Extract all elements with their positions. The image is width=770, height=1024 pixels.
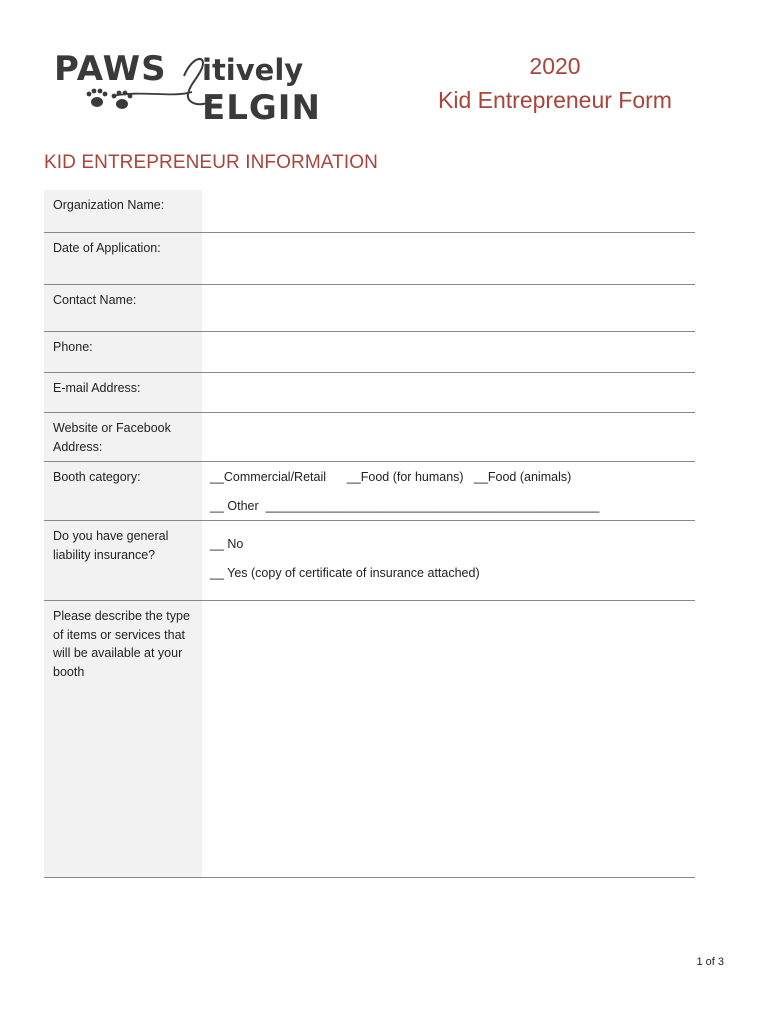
form-title: Kid Entrepreneur Form	[438, 87, 672, 113]
email-row	[44, 373, 695, 413]
entrepreneur-info-table	[44, 190, 695, 878]
booth-options-line2: __ Other ________________________________________________	[210, 499, 600, 513]
insurance-yes-option: __ Yes (copy of certificate of insurance attached)	[210, 566, 480, 580]
organization-row	[44, 190, 695, 233]
insurance-row	[44, 521, 695, 601]
phone-row	[44, 332, 695, 373]
contact-label: Contact Name:	[44, 285, 202, 331]
logo-text-itively: itively	[202, 53, 304, 87]
email-label: E-mail Address:	[44, 373, 202, 412]
contact-row	[44, 285, 695, 332]
date-row	[44, 233, 695, 285]
logo-text-paws: PAWS	[54, 49, 167, 89]
booth-options-line1: __Commercial/Retail __Food (for humans) __Food (animals)	[210, 470, 572, 484]
date-field[interactable]	[202, 233, 695, 284]
website-row	[44, 413, 695, 462]
logo-graphic	[52, 46, 332, 126]
describe-row	[44, 601, 695, 878]
organization-field[interactable]	[202, 190, 695, 232]
form-title-block	[410, 50, 700, 118]
insurance-label: Do you have general liability insurance?	[44, 521, 202, 600]
email-field[interactable]	[202, 373, 695, 412]
page-number: 1 of 3	[696, 956, 724, 968]
paws-itively-elgin-logo	[52, 46, 332, 126]
insurance-field[interactable]	[202, 521, 695, 600]
website-label: Website or Facebook Address:	[44, 413, 202, 461]
booth-category-label: Booth category:	[44, 462, 202, 520]
organization-label: Organization Name:	[44, 190, 202, 232]
form-year: 2020	[529, 53, 581, 79]
booth-category-field[interactable]	[202, 462, 695, 520]
phone-label: Phone:	[44, 332, 202, 372]
paw-print-icon	[87, 89, 108, 107]
contact-field[interactable]	[202, 285, 695, 331]
phone-field[interactable]	[202, 332, 695, 372]
date-label: Date of Application:	[44, 233, 202, 284]
describe-field[interactable]	[202, 601, 695, 877]
booth-category-row	[44, 462, 695, 521]
insurance-no-option: __ No	[210, 537, 244, 551]
section-heading: KID ENTREPRENEUR INFORMATION	[44, 152, 378, 173]
logo-text-elgin: ELGIN	[202, 88, 321, 126]
website-field[interactable]	[202, 413, 695, 461]
describe-label: Please describe the type of items or services that will be available at your booth	[44, 601, 202, 877]
